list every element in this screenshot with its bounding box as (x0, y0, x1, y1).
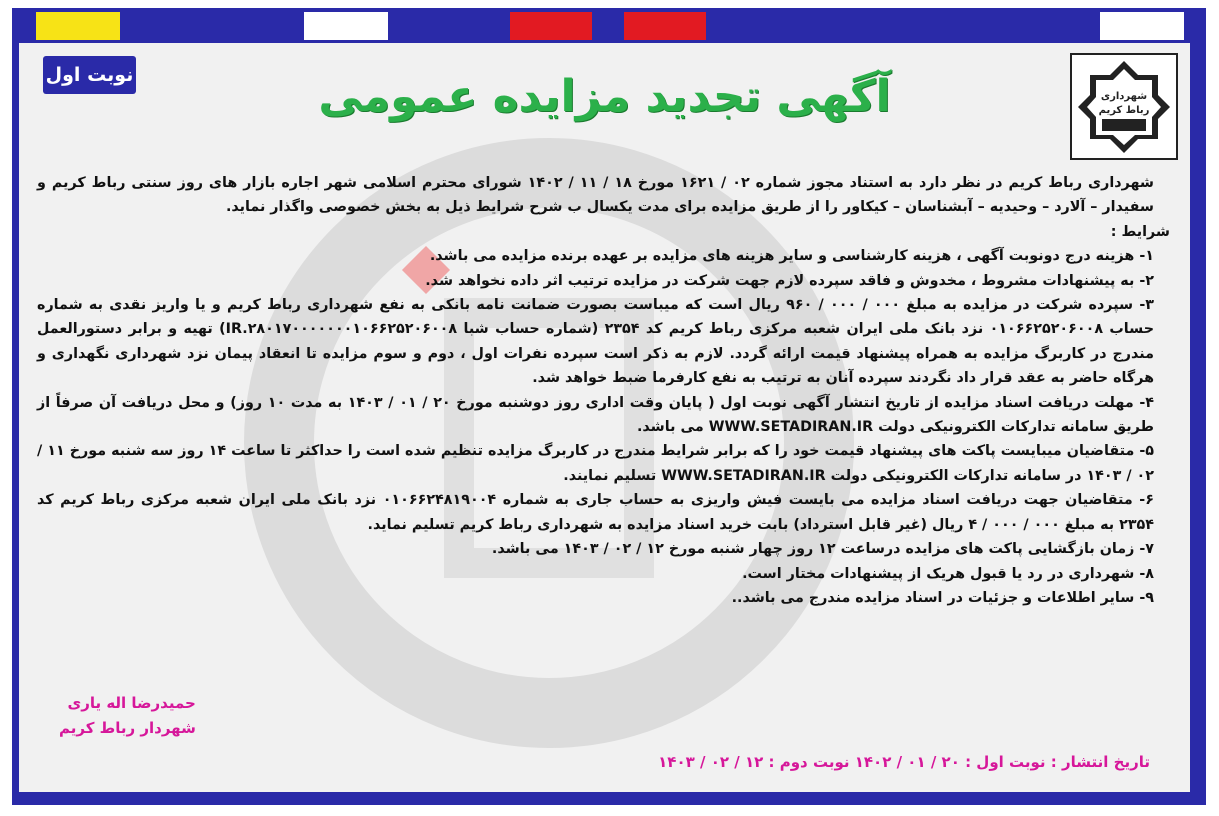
red-strip-right (624, 12, 706, 40)
condition-4: ۴- مهلت دریافت اسناد مزایده از تاریخ انتشار آگهی نوبت اول ( پایان وقت اداری روز دوشنبه مورخ ۲۰ / ۰۱ / ۱۴۰۳ به مدت ۱۰ روز) و محل دریافت آن صرفاً از طریق سامانه تدارکات الکترونیکی دولت WWW.SETADIRAN.IR می باشد. (37, 394, 1154, 436)
condition-3: ۳- سپرده شرکت در مزایده به مبلغ ۰۰۰ / ۰۰۰ / ۹۶۰ ریال است که میباست بصورت ضمانت نامه بانکی به نفع شهرداری رباط کریم و یا واریز نقدی به شماره حساب ۰۱۰۶۶۲۵۲۰۶۰۰۸ نزد بانک ملی ایران شعبه مرکزی رباط کریم کد ۲۳۵۴ (شماره حساب شبا IR.۲۸۰۱۷۰۰۰۰۰۰۰۱۰۶۶۲۵۲۰۶۰۰۸) تهیه و برابر دستورالعمل مندرج در کاربرگ مزایده به همراه پیشنهاد قیمت ارائه گردد. لازم به ذکر است سپرده نفرات اول ، دوم و سوم مزایده تا انعقاد پیمان نزد شهرداری نگهداری و هرگاه حاضر به عقد قرار داد نگردند سپرده آنان به ترتیب به نفع کارفرما ضبط خواهد شد. (37, 297, 1154, 387)
signature-block (59, 691, 196, 741)
logo-line2: رباط کریم (1098, 105, 1150, 116)
signatory-title: شهردار رباط کریم (59, 719, 196, 737)
condition-8: ۸- شهرداری در رد یا قبول هریک از پیشنهادات مختار است. (742, 565, 1154, 582)
condition-5: ۵- متقاضیان میبایست پاکت های پیشنهاد قیمت خود را که برابر شرایط مندرج در کاربرگ مزایده تنظیم شده است را حداکثر تا ساعت ۱۴ روز سه شنبه مورخ ۱۱ / ۰۲ / ۱۴۰۳ در سامانه تدارکات الکترونیکی دولت WWW.SETADIRAN.IR تسلیم نمایند. (37, 443, 1154, 484)
round-badge: نوبت اول (43, 56, 136, 94)
ad-title: آگهی تجدید مزایده عمومی (318, 71, 891, 122)
publication-dates: تاریخ انتشار : نوبت اول : ۲۰ / ۰۱ / ۱۴۰۲ نوبت دوم : ۱۲ / ۰۲ / ۱۴۰۳ (658, 753, 1150, 771)
white-strip-right (1100, 12, 1184, 40)
ad-body (37, 171, 1170, 610)
intro-paragraph: شهرداری رباط کریم در نظر دارد به استناد مجوز شماره ۰۲ / ۱۶۲۱ مورخ ۱۸ / ۱۱ / ۱۴۰۲ شورای محترم اسلامی شهر اجاره بازار های روز سنتی رباط کریم و سفیدار – آلارد – وحیدیه – آبشناسان – کیکاور را از طریق مزایده برای مدت یکسال ب شرح شرایط ذیل به بخش خصوصی واگذار نماید. (37, 175, 1154, 216)
condition-7: ۷- زمان بازگشایی پاکت های مزایده درساعت ۱۲ روز چهار شنبه مورخ ۱۲ / ۰۲ / ۱۴۰۳ می باشد. (491, 541, 1154, 558)
logo-line1: شهرداری (1100, 91, 1148, 102)
yellow-strip (36, 12, 120, 40)
ad-frame (12, 8, 1206, 805)
conditions-label: شرایط : (1110, 223, 1170, 240)
ad-panel (19, 43, 1190, 792)
white-strip (304, 12, 388, 40)
condition-1: ۱- هزینه درج دونوبت آگهی ، هزینه کارشناسی و سایر هزینه های مزایده بر عهده برنده مزایده می باشد. (429, 248, 1154, 265)
condition-9: ۹- سایر اطلاعات و جزئیات در اسناد مزایده مندرج می باشد.. (731, 589, 1154, 606)
red-strip-left (510, 12, 592, 40)
condition-2: ۲- به پیشنهادات مشروط ، مخدوش و فاقد سپرده لازم جهت شرکت در مزایده ترتیب اثر داده نخواهد شد. (425, 272, 1154, 289)
condition-6: ۶- متقاضیان جهت دریافت اسناد مزایده می بایست فیش واریزی به حساب جاری به شماره ۰۱۰۶۶۲۴۸۱۹۰۰۴ نزد بانک ملی ایران شعبه مرکزی رباط کریم کد ۲۳۵۴ به مبلغ ۰۰۰ / ۰۰۰ / ۴ ریال (غیر قابل استرداد) بابت خرید اسناد مزایده به شهرداری رباط کریم تسلیم نماید. (37, 492, 1154, 533)
signatory-name: حمیدرضا اله یاری (67, 694, 196, 712)
